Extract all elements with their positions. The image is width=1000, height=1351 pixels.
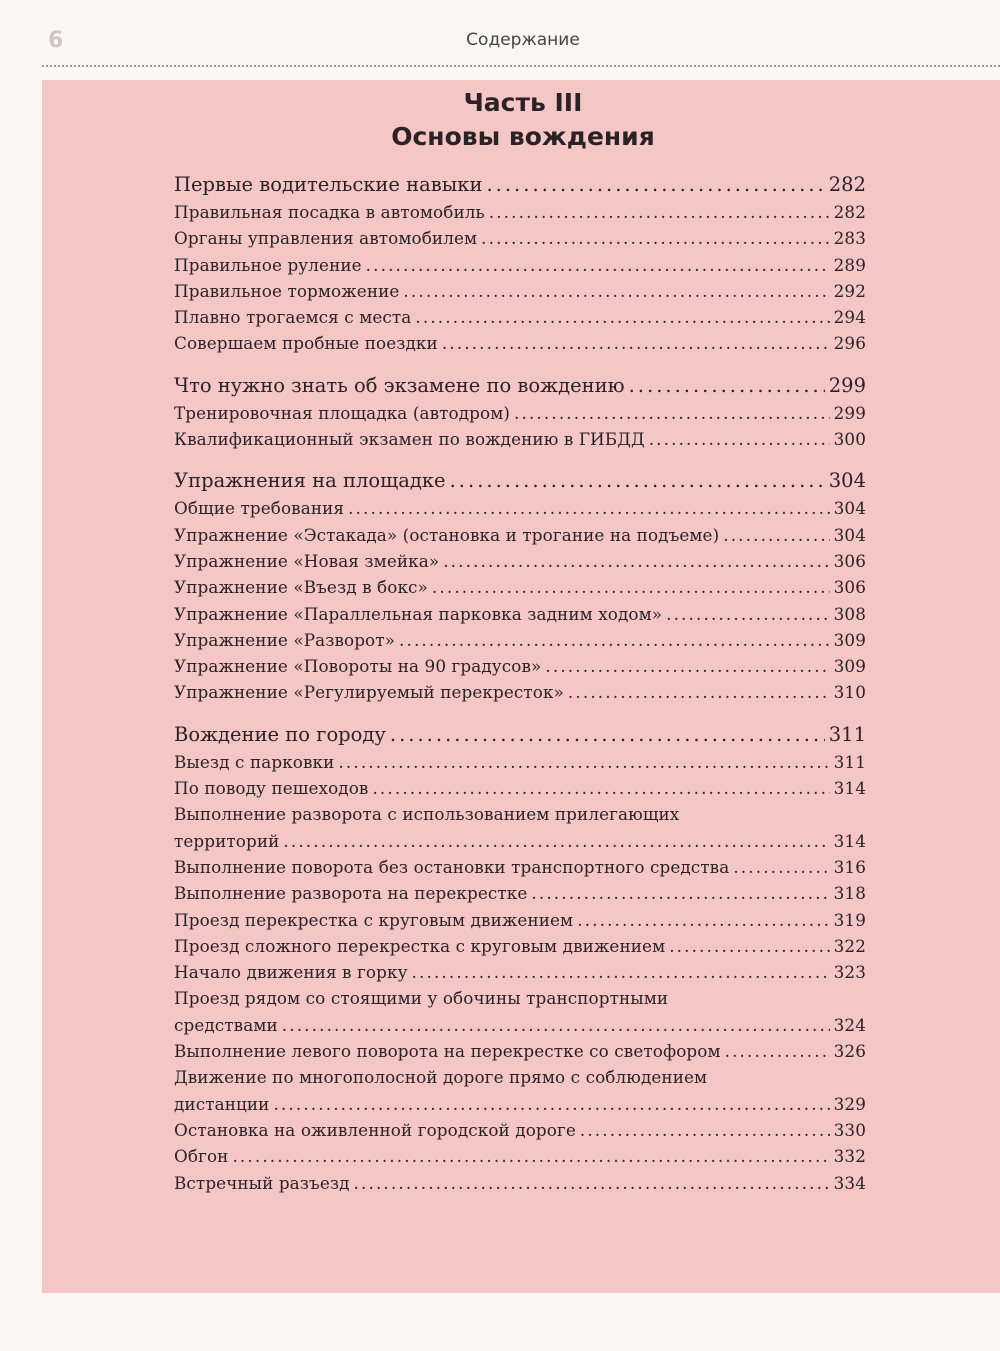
toc-entry-page-number: 306 (833, 577, 866, 598)
toc-section-entry (174, 548, 866, 574)
toc-entry-title: Упражнение «Эстакада» (остановка и трогание на подъеме) (174, 524, 720, 545)
part-subtitle: Основы вождения (391, 122, 655, 151)
toc-entry-page-number: 329 (833, 1093, 866, 1114)
dot-leader (283, 828, 829, 854)
toc-entry-title: Упражнение «Новая змейка» (174, 550, 440, 571)
toc-entry-page-number: 314 (833, 830, 866, 851)
dot-leader (282, 1012, 830, 1038)
toc-entry-title: Упражнения на площадке (174, 469, 446, 493)
toc-entry-page-number: 292 (833, 280, 866, 301)
dot-leader (629, 373, 825, 399)
toc-entry-title-first-line: Выполнение разворота с использованием прилегающих (174, 804, 680, 825)
toc-entry-title: средствами (174, 1014, 278, 1035)
toc-section-entry (174, 1117, 866, 1143)
toc-entry-page-number: 282 (828, 173, 866, 196)
table-of-contents (174, 172, 866, 1196)
toc-entry-page-number: 296 (833, 333, 866, 354)
toc-chapter-entry (174, 722, 866, 748)
toc-entry-title: Общие требования (174, 498, 345, 519)
dot-leader (399, 627, 830, 653)
toc-entry-title: Выезд с парковки (174, 751, 335, 772)
dot-leader (669, 933, 829, 959)
toc-entry-title: Вождение по городу (174, 722, 386, 746)
toc-entry-title: Квалификационный экзамен по вождению в ГИБДД (174, 429, 645, 450)
dot-leader (354, 1170, 830, 1196)
toc-entry-title: Плавно трогаемся с места (174, 307, 412, 328)
toc-entry-page-number: 306 (833, 550, 866, 571)
toc-section-entry (174, 252, 866, 278)
toc-entry-page-number: 311 (828, 722, 866, 746)
toc-entry-title: территорий (174, 830, 280, 851)
toc-entry-title: Проезд перекрестка с круговым движением (174, 909, 574, 930)
toc-entry-page-number: 332 (833, 1146, 866, 1167)
toc-section-entry (174, 1170, 866, 1196)
dot-leader (443, 548, 829, 574)
toc-entry-page-number: 330 (833, 1119, 866, 1140)
toc-section-entry (174, 854, 866, 880)
dot-leader (577, 907, 829, 933)
toc-entry-page-number: 304 (833, 498, 866, 519)
toc-section-entry (174, 1143, 866, 1169)
running-head-title: Содержание (466, 30, 580, 50)
dot-leader (432, 574, 830, 600)
toc-section-entry (174, 400, 866, 426)
toc-chapter-entry (174, 468, 866, 494)
dot-leader (545, 653, 829, 679)
toc-entry-title: Упражнение «Разворот» (174, 629, 396, 650)
toc-section-entry (174, 801, 866, 854)
toc-section-entry (174, 522, 866, 548)
dot-leader (338, 749, 829, 775)
toc-section-entry (174, 933, 866, 959)
toc-entry-title: Упражнение «Параллельная парковка задним ходом» (174, 603, 663, 624)
toc-section-entry (174, 880, 866, 906)
toc-entry-page-number: 316 (833, 856, 866, 877)
dot-leader (232, 1143, 829, 1169)
toc-chapter-entry (174, 172, 866, 198)
toc-entry-title: Правильная посадка в автомобиль (174, 202, 485, 222)
toc-section-entry (174, 959, 866, 985)
toc-entry-page-number: 319 (833, 909, 866, 930)
dot-leader (412, 959, 830, 985)
toc-entry-title: Проезд сложного перекрестка с круговым движением (174, 935, 666, 956)
dot-leader (725, 1038, 830, 1064)
toc-entry-page-number: 282 (833, 202, 866, 222)
toc-entry-title: Выполнение разворота на перекрестке (174, 883, 528, 904)
toc-section-entry (174, 574, 866, 600)
toc-entry-title: Обгон (174, 1146, 229, 1167)
toc-section-entry (174, 775, 866, 801)
toc-entry-title: Совершаем пробные поездки (174, 333, 438, 354)
dot-leader (415, 304, 829, 330)
toc-entry-title: Встречный разъезд (174, 1172, 350, 1193)
dot-leader (372, 775, 829, 801)
toc-section-entry (174, 304, 866, 330)
toc-entry-title: Тренировочная площадка (автодром) (174, 402, 511, 423)
toc-entry-title-first-line: Движение по многополосной дороге прямо с соблюдением (174, 1067, 708, 1088)
toc-entry-page-number: 326 (833, 1041, 866, 1062)
toc-entry-page-number: 294 (833, 307, 866, 328)
toc-entry-title: Упражнение «Повороты на 90 градусов» (174, 656, 542, 677)
toc-entry-title: Первые водительские навыки (174, 173, 483, 196)
toc-entry-page-number: 300 (833, 429, 866, 450)
dot-leader (273, 1091, 829, 1117)
dot-leader (580, 1117, 830, 1143)
toc-section-entry (174, 278, 866, 304)
toc-section-entry (174, 225, 866, 251)
toc-entry-page-number: 304 (833, 524, 866, 545)
toc-entry-title: Правильное торможение (174, 280, 400, 301)
part-title: Часть III (463, 88, 583, 117)
toc-section-entry (174, 199, 866, 225)
dot-leader (733, 854, 829, 880)
toc-section-entry (174, 1064, 866, 1117)
dot-leader (366, 252, 830, 278)
dot-leader (442, 330, 830, 356)
toc-section-entry (174, 749, 866, 775)
dot-leader (481, 225, 830, 251)
toc-entry-page-number: 289 (833, 254, 866, 275)
toc-entry-page-number: 322 (833, 935, 866, 956)
dot-leader (403, 278, 829, 304)
toc-entry-title: Что нужно знать об экзамене по вождению (174, 373, 625, 397)
dot-leader (486, 172, 824, 198)
dot-leader (568, 679, 830, 705)
dot-leader (514, 400, 830, 426)
toc-entry-page-number: 310 (833, 682, 866, 703)
toc-entry-title: Начало движения в горку (174, 962, 408, 983)
toc-section-entry (174, 679, 866, 705)
toc-entry-title: Выполнение поворота без остановки транспортного средства (174, 856, 730, 877)
toc-entry-title-first-line: Проезд рядом со стоящими у обочины транспортными (174, 988, 669, 1009)
toc-entry-page-number: 309 (833, 656, 866, 677)
toc-entry-page-number: 323 (833, 962, 866, 983)
header-divider (42, 65, 1000, 67)
toc-entry-page-number: 299 (833, 402, 866, 423)
toc-section-entry (174, 653, 866, 679)
dot-leader (348, 495, 830, 521)
toc-entry-title: дистанции (174, 1093, 270, 1114)
toc-entry-page-number: 308 (833, 603, 866, 624)
toc-entry-page-number: 334 (833, 1172, 866, 1193)
dot-leader (666, 601, 830, 627)
toc-entry-title: Упражнение «Регулируемый перекресток» (174, 682, 564, 703)
toc-section-entry (174, 601, 866, 627)
toc-entry-page-number: 311 (833, 751, 866, 772)
toc-chapter-entry (174, 373, 866, 399)
toc-entry-page-number: 309 (833, 629, 866, 650)
dot-leader (489, 199, 830, 225)
toc-section-entry (174, 907, 866, 933)
toc-entry-page-number: 304 (828, 469, 866, 493)
toc-entry-page-number: 324 (833, 1014, 866, 1035)
toc-section-entry (174, 1038, 866, 1064)
dot-leader (649, 426, 830, 452)
toc-entry-page-number: 318 (833, 883, 866, 904)
toc-section-entry (174, 627, 866, 653)
dot-leader (390, 722, 825, 748)
toc-section-entry (174, 426, 866, 452)
toc-entry-title: По поводу пешеходов (174, 778, 369, 799)
page-number: 6 (48, 28, 64, 53)
toc-entry-page-number: 314 (833, 778, 866, 799)
toc-entry-title: Органы управления автомобилем (174, 228, 478, 249)
dot-leader (450, 468, 825, 494)
toc-section-entry (174, 495, 866, 521)
toc-entry-title: Упражнение «Въезд в бокс» (174, 577, 428, 598)
toc-entry-title: Выполнение левого поворота на перекрестке со светофором (174, 1041, 721, 1062)
toc-section-entry (174, 330, 866, 356)
toc-entry-title: Остановка на оживленной городской дороге (174, 1119, 576, 1140)
toc-entry-title: Правильное руление (174, 254, 362, 275)
dot-leader (531, 880, 829, 906)
toc-entry-page-number: 299 (828, 373, 866, 397)
toc-entry-page-number: 283 (833, 228, 866, 249)
toc-section-entry (174, 985, 866, 1038)
dot-leader (723, 522, 829, 548)
